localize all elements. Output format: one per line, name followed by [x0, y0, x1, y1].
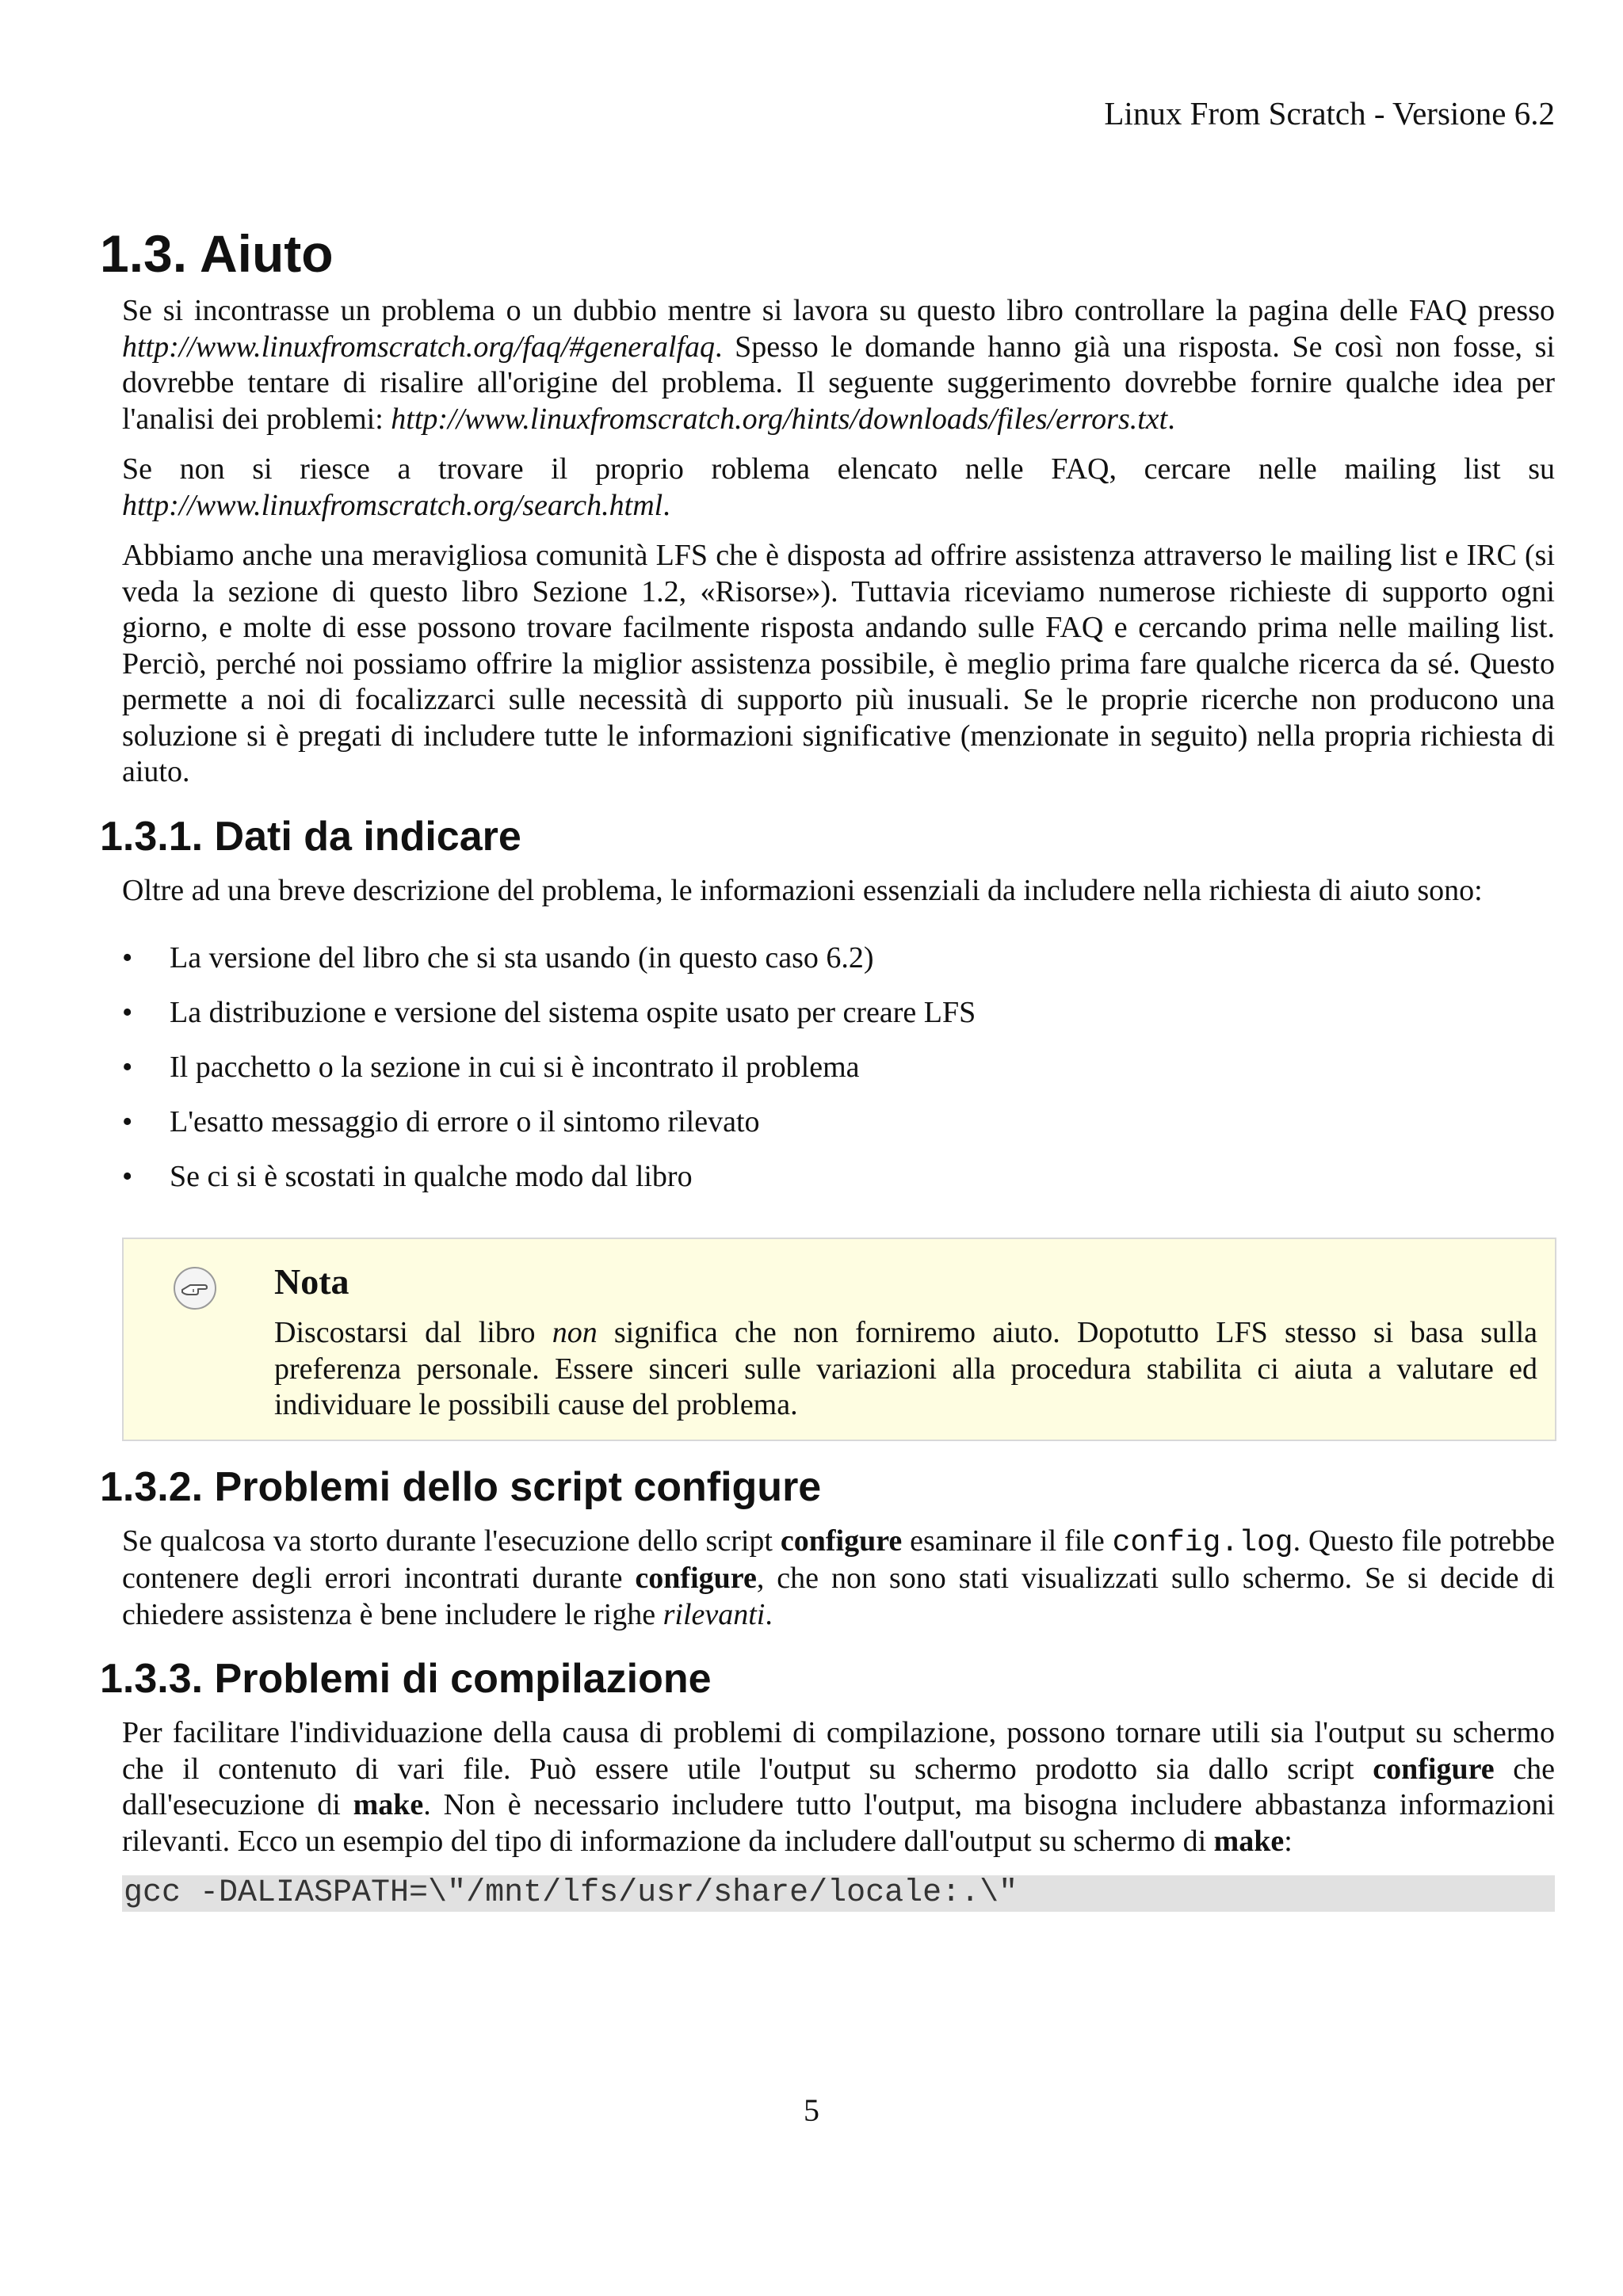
list-item: • Se ci si è scostati in qualche modo dal libro — [122, 1160, 693, 1193]
bullet: • — [122, 996, 133, 1029]
note-box — [122, 1238, 1556, 1441]
section-body — [122, 293, 1555, 791]
running-header: Linux From Scratch - Versione 6.2 — [1104, 95, 1555, 132]
paragraph-compilazione: Per facilitare l'individuazione della causa di problemi di compilazione, possono tornare utili sia l'output su schermo che il contenuto di vari file. Può essere utile l'output su schermo prodotto sia dallo script configure che dall'esecuzione di make. Non è necessario includere tutto l'output, ma bisogna includere abbastanza informazioni rilevanti. Ecco un esempio del tipo di informazione da includere dall'output su schermo di make: — [122, 1716, 1556, 1858]
faq-link[interactable]: http://www.linuxfromscratch.org/faq/#generalfaq — [122, 330, 716, 364]
list-item: • La distribuzione e versione del sistema ospite usato per creare LFS — [122, 996, 976, 1029]
code-block: gcc -DALIASPATH=\"/mnt/lfs/usr/share/locale:.\" — [122, 1875, 1555, 1912]
paragraph-mailing-list: Se non si riesce a trovare il proprio roblema elencato nelle FAQ, cercare nelle mailing list su http://www.linuxfromscratch.org/search.html. — [122, 452, 1555, 522]
subsection-title-compilazione: 1.3.3. Problemi di compilazione — [100, 1656, 712, 1702]
bullet: • — [122, 1051, 133, 1084]
subsection-body-compilazione — [122, 1715, 1555, 1912]
list-item: • L'esatto messaggio di errore o il sintomo rilevato — [122, 1105, 760, 1138]
note-title: Nota — [274, 1261, 349, 1302]
pointing-hand-icon — [173, 1266, 217, 1310]
paragraph-dati-intro: Oltre ad una breve descrizione del problema, le informazioni essenziali da includere nella richiesta di aiuto sono: — [122, 873, 1483, 907]
subsection-body-dati — [122, 873, 1555, 1441]
subsection-title-dati: 1.3.1. Dati da indicare — [100, 813, 521, 860]
note-text: Discostarsi dal libro non significa che non forniremo aiuto. Dopotutto LFS stesso si basa sulla preferenza personale. Essere sinceri sulle variazioni alla procedura stabilita ci aiuta a valutare ed individuare le possibili cause del problema. — [274, 1316, 1537, 1421]
list-item: • La versione del libro che si sta usando (in questo caso 6.2) — [122, 941, 874, 974]
subsection-body-configure — [122, 1524, 1555, 1634]
required-info-list — [122, 940, 1555, 1195]
paragraph-configure: Se qualcosa va storto durante l'esecuzione dello script configure esaminare il file config.log. Questo file potrebbe contenere degli errori incontrati durante configure, che non sono stati visualizzati sullo schermo. Se si decide di chiedere assistenza è bene includere le righe rilevanti. — [122, 1524, 1556, 1631]
bullet: • — [122, 1160, 133, 1193]
page-content — [100, 222, 1555, 1912]
errors-hint-link[interactable]: http://www.linuxfromscratch.org/hints/downloads/files/errors.txt — [391, 402, 1168, 436]
config-log-filename: config.log — [1112, 1525, 1293, 1560]
search-link[interactable]: http://www.linuxfromscratch.org/search.html — [122, 488, 663, 522]
section-title: 1.3. Aiuto — [100, 224, 334, 283]
bullet: • — [122, 941, 133, 974]
subsection-title-configure: 1.3.2. Problemi dello script configure — [100, 1463, 822, 1510]
bullet: • — [122, 1105, 133, 1138]
page-number: 5 — [804, 2092, 819, 2128]
list-item: • Il pacchetto o la sezione in cui si è incontrato il problema — [122, 1051, 860, 1084]
paragraph-community: Abbiamo anche una meravigliosa comunità LFS che è disposta ad offrire assistenza attraverso le mailing list e IRC (si veda la sezione di questo libro Sezione 1.2, «Risorse»). Tuttavia riceviamo numerose richieste di supporto ogni giorno, e molte di esse possono trovare facilmente risposta andando sulle FAQ e cercando prima nelle mailing list. Perciò, perché noi possiamo offrire la miglior assistenza possibile, è meglio prima fare qualche ricerca da sé. Questo permette a noi di focalizzarci sulle necessità di supporto più inusuali. Se le proprie ricerche non producono una soluzione si è pregati di includere tutte le informazioni significative (menzionate in seguito) nella propria richiesta di aiuto. — [122, 539, 1555, 788]
paragraph-intro: Se si incontrasse un problema o un dubbio mentre si lavora su questo libro controllare la pagina delle FAQ presso http://www.linuxfromscratch.org/faq/#generalfaq. Spesso le domande hanno già una risposta. Se così non fosse, si dovrebbe tentare di risalire all'origine del problema. Il seguente suggerimento dovrebbe fornire qualche idea per l'analisi dei problemi: http://www.linuxfromscratch.org/hints/downloads/files/errors.txt. — [122, 294, 1555, 436]
